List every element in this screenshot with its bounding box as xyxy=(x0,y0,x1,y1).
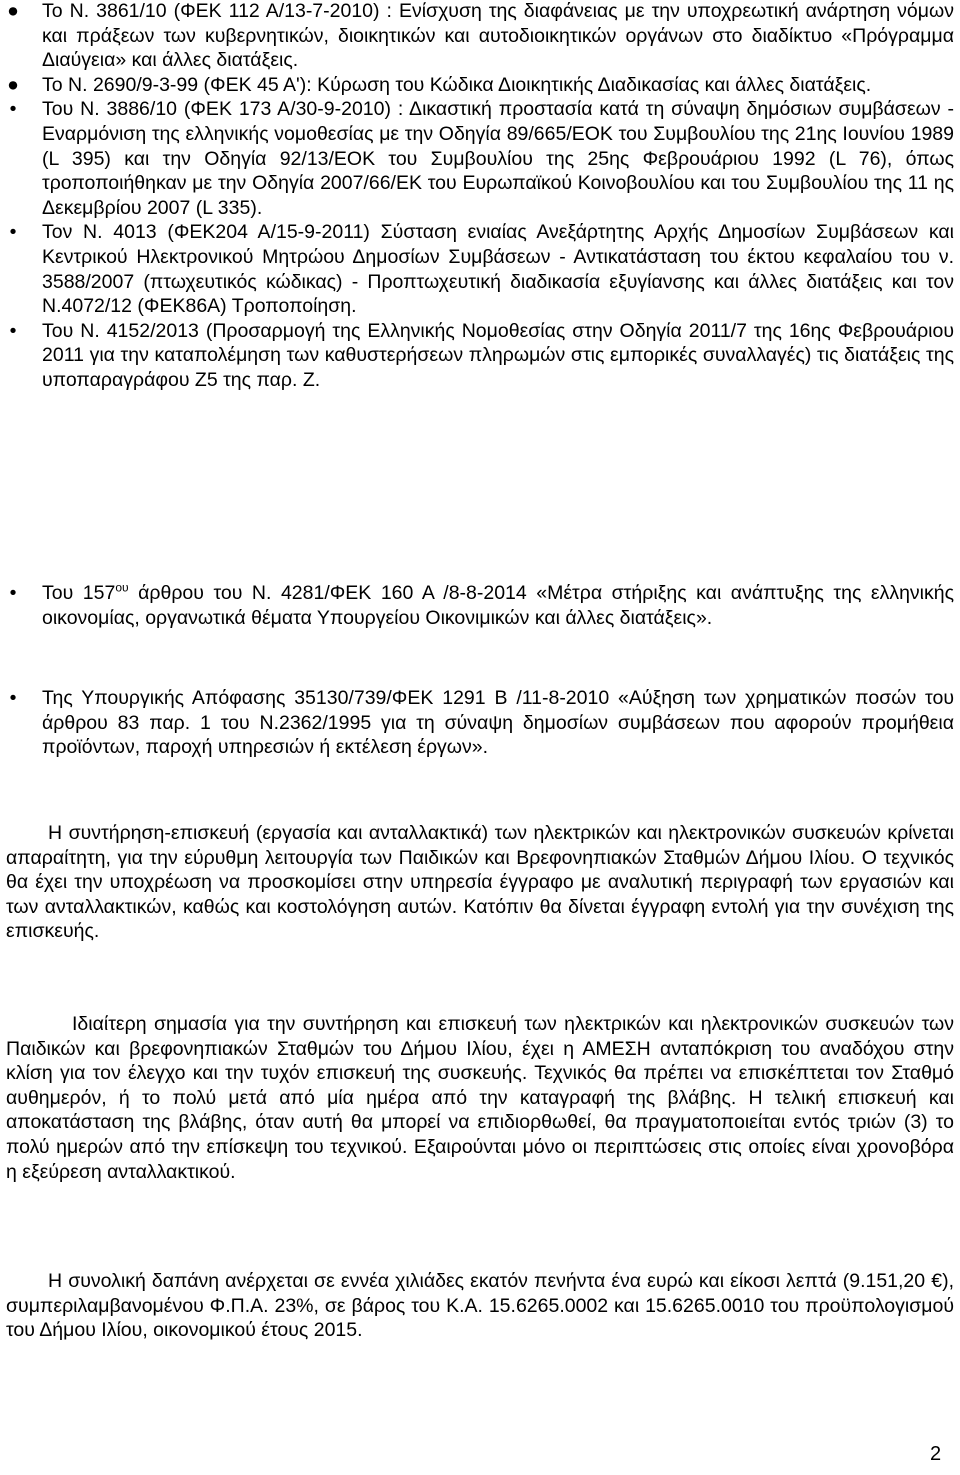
reference-item xyxy=(0,581,960,630)
paragraph-text: Η συντήρηση-επισκευή (εργασία και ανταλλακτικά) των ηλεκτρικών και ηλεκτρονικών συσκευών κρίνεται απαραίτητη, για την εύρυθμη λειτουργία των Παιδικών και Βρεφονηπιακών Σταθμών Δήμου Ιλίου. Ο τεχνικός θα έχει την υποχρέωση να προσκομίσει στην υπηρεσία έγγραφο με αναλυτική περιγραφή των εργασιών και των ανταλλακτικών, καθώς και κοστολόγηση αυτών. Κατόπιν θα δίνεται έγγραφη εντολή για την συνέχιση της επισκευής. xyxy=(6,822,954,943)
legal-references-list xyxy=(0,0,960,393)
reference-item xyxy=(0,0,960,73)
reference-text: Του Ν. 4152/2013 (Προσαρμογή της Ελληνικής Νομοθεσίας στην Οδηγία 2011/7 της 16ης Φεβρουάριου 2011 για την καταπολέμηση των καθυστερήσεων πληρωμών στις εμπορικές συναλλαγές) τις διατάξεις της υποπαραγράφου Ζ5 της παρ. Ζ. xyxy=(42,319,954,391)
bullet-icon: • xyxy=(9,319,17,342)
cost-paragraph xyxy=(0,1269,960,1343)
reference-item xyxy=(0,686,960,760)
reference-text: Το Ν. 2690/9-3-99 (ΦΕΚ 45 Α'): Κύρωση του Κώδικα Διοικητικής Διαδικασίας και άλλες διατάξεις. xyxy=(42,73,872,96)
decision-reference-list xyxy=(0,686,960,760)
importance-paragraph xyxy=(0,1012,960,1184)
reference-item xyxy=(0,319,960,393)
reference-item xyxy=(0,220,960,318)
paragraph-text: Ιδιαίτερη σημασία για την συντήρηση και επισκευή των ηλεκτρικών και ηλεκτρονικών συσκευών των Παιδικών και βρεφονηπιακών Σταθμών του Δήμου Ιλίου, έχει η ΑΜΕΣΗ ανταπόκριση του αναδόχου στην κλίση για τον έλεγχο και την τυχόν επισκευή της συσκευής. Τεχνικός θα πρέπει να επισκέπτεται τον Σταθμό αυθημερόν, ή το πολύ μετά από μία ημέρα από την καταγραφή της βλάβης. Η τελική επισκευή και αποκατάσταση της βλάβης, όταν αυτή θα μπορεί να επιδιορθωθεί, θα πραγματοποιείται εντός τριών (3) το πολύ ημερών από την επίσκεψη του τεχνικού. Εξαιρούνται μόνο οι περιπτώσεις στις οποίες είναι χρονοβόρα η εξεύρεση ανταλλακτικού. xyxy=(6,1013,954,1183)
reference-text: Το Ν. 3861/10 (ΦΕΚ 112 Α/13-7-2010) : Ενίσχυση της διαφάνειας με την υποχρεωτική ανάρτηση νόμων και πράξεων των κυβερνητικών, διοικητικών και αυτοδιοικητικών οργάνων στο διαδίκτυο «Πρόγραμμα Διαύγεια» και άλλες διατάξεις. xyxy=(42,0,954,72)
bullet-icon: • xyxy=(9,98,17,121)
bullet-icon: • xyxy=(9,582,17,604)
reference-item xyxy=(0,97,960,220)
reference-item xyxy=(0,73,960,98)
reference-text-rest: άρθρου του Ν. 4281/ΦΕΚ 160 Α /8-8-2014 «Μέτρα στήριξης και ανάπτυξης της ελληνικής οικονομίας, οργανωτικά θέματα Υπουργείου Οικονιμικών και άλλες διατάξεις». xyxy=(42,582,954,629)
article-reference-list xyxy=(0,581,960,630)
reference-text: Τον Ν. 4013 (ΦΕΚ204 Α/15-9-2011) Σύσταση ενιαίας Ανεξάρτητης Αρχής Δημοσίων Συμβάσεων και Κεντρικού Ηλεκτρονικού Μητρώου Δημοσίων Συμβάσεων - Αντικατάσταση του έκτου κεφαλαίου του ν. 3588/2007 (πτωχευτικός κώδικας) - Προπτωχευτική διαδικασία εξυγίανσης και άλλες διατάξεις και τον Ν.4072/12 (ΦΕΚ86Α) Τροποποίηση. xyxy=(42,221,954,318)
bullet-icon: • xyxy=(9,687,17,709)
ordinal-superscript: ου xyxy=(115,580,129,595)
reference-text: Της Υπουργικής Απόφασης 35130/739/ΦΕΚ 1291 Β /11-8-2010 «Αύξηση των χρηματικών ποσών του άρθρου 83 παρ. 1 του Ν.2362/1995 για τη σύναψη δημοσίων συμβάσεων που αφορούν προμήθεια προϊόντων, παροχή υπηρεσιών ή εκτέλεση έργων». xyxy=(42,687,954,759)
reference-text-start: Του 157 xyxy=(42,582,116,604)
page-number: 2 xyxy=(930,1443,942,1465)
reference-text: Του Ν. 3886/10 (ΦΕΚ 173 Α/30-9-2010) : Δικαστική προστασία κατά τη σύναψη δημόσιων συμβάσεων - Εναρμόνιση της ελληνικής νομοθεσίας με την Οδηγία 89/665/ΕΟΚ του Συμβουλίου της 21ης Ιουνίου 1989 (L 395) και την Οδηγία 92/13/ΕΟΚ του Συμβουλίου της 25ης Φεβρουάριου 1992 (L 76), όπως τροποποιήθηκαν με την Οδηγία 2007/66/ΕΚ του Ευρωπαϊκού Κοινοβουλίου και του Συμβουλίου της 11 ης Δεκεμβρίου 2007 (L 335). xyxy=(42,98,954,219)
paragraph-text: Η συνολική δαπάνη ανέρχεται σε εννέα χιλιάδες εκατόν πενήντα ένα ευρώ και είκοσι λεπτά (9.151,20 €), συμπεριλαμβανομένου Φ.Π.Α. 23%, σε βάρος του Κ.Α. 15.6265.0002 και 15.6265.0010 του προϋπολογισμού του Δήμου Ιλίου, οικονομικού έτους 2015. xyxy=(6,1270,954,1342)
bullet-icon: ● xyxy=(7,73,19,96)
maintenance-paragraph xyxy=(0,821,960,944)
bullet-icon: • xyxy=(9,221,17,244)
bullet-icon: ● xyxy=(7,0,19,22)
